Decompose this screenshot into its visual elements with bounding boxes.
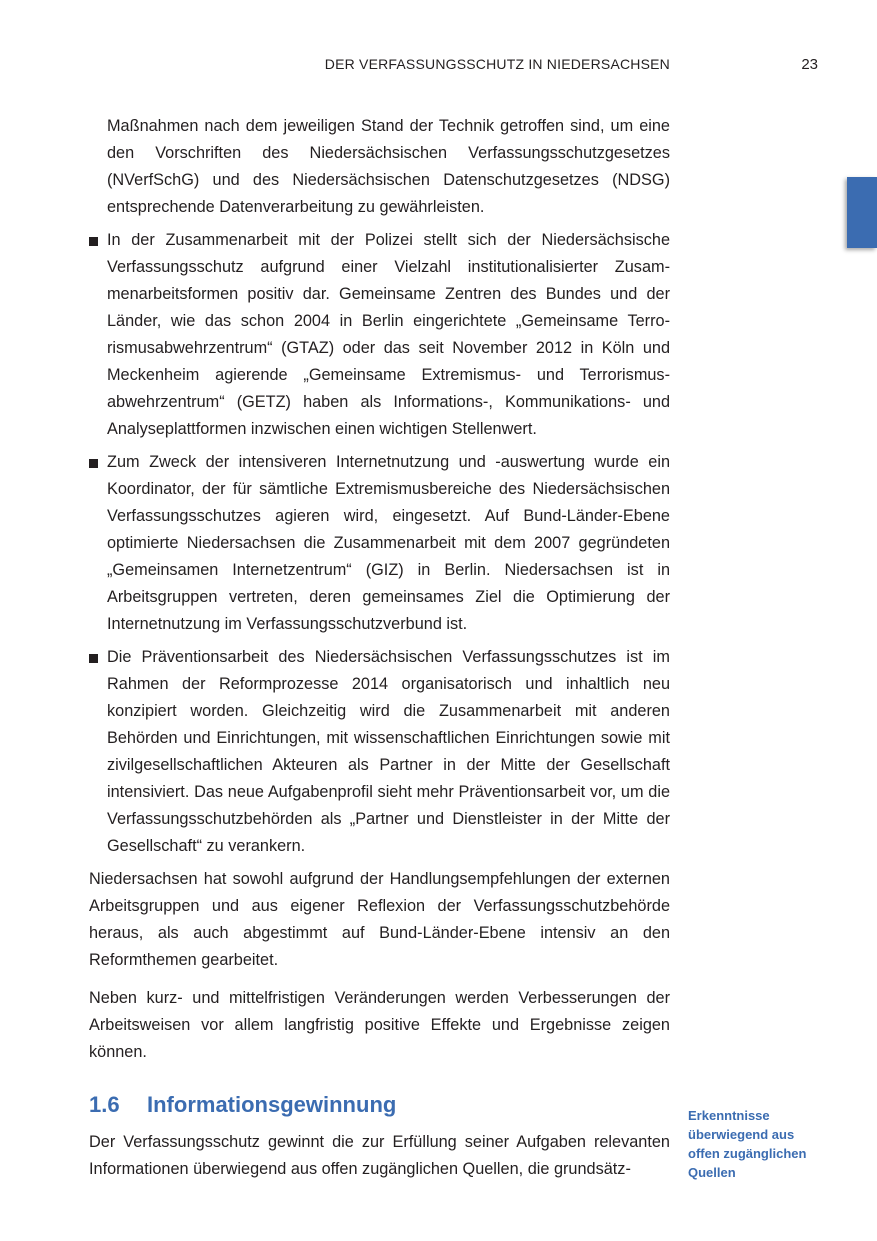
section-title: Informationsgewinnung	[147, 1092, 397, 1117]
margin-note-line: offen zugänglichen	[688, 1146, 807, 1161]
list-item-text: Die Präventionsarbeit des Niedersächsischen Verfassungsschutzes ist im Rahmen der Reformprozesse 2014 organisatorisch und inhaltlich neu konzipiert worden. Gleichzeitig wird die Zusammenarbeit mit anderen Behörden und Einrichtungen, mit wissenschaftlichen Einrichtungen sowie mit zivilgesellschaftlichen Akteuren als Partner in der Mitte der Gesellschaft intensiviert. Das neue Aufgabenprofil sieht mehr Präventionsarbeit vor, um die Verfassungsschutzbehörden als „Partner und Dienstleister in der Mitte der Gesellschaft“ zu verankern.	[107, 648, 670, 855]
chapter-tab-marker	[847, 177, 877, 248]
margin-note-line: überwiegend aus	[688, 1127, 795, 1142]
body-paragraph: Niedersachsen hat sowohl aufgrund der Handlungsempfehlungen der externen Arbeitsgruppen und aus eigener Reflexion der Verfassungsschutzbehörde heraus, als auch abgestimmt auf Bund-Länder-Ebene intensiv an den Reformthemen gearbeitet.	[89, 870, 670, 969]
list-item	[89, 449, 670, 638]
margin-note	[688, 1106, 838, 1182]
continued-list-item: Maßnahmen nach dem jeweiligen Stand der Technik getroffen sind, um eine den Vorschriften des Niedersächsischen Verfassungsschutzgesetzes (NVerfSchG) und des Niedersächsischen Datenschutzgesetzes (NDSG) entsprechende Datenverarbeitung zu gewährleisten.	[107, 117, 670, 216]
running-header-title: DER VERFASSUNGSSCHUTZ IN NIEDERSACHSEN	[324, 56, 670, 72]
list-item-text: Zum Zweck der intensiveren Internetnutzung und -auswertung wurde ein Koordinator, der für sämtliche Extremismusbereiche des Niedersächsischen Verfassungsschutzes agieren wird, eingesetzt. Auf Bund-Länder-Ebene optimierte Niedersachsen die Zusammenarbeit mit dem 2007 gegründeten „Gemeinsamen Internetzentrum“ (GIZ) in Berlin. Niedersachsen ist in Arbeitsgruppen vertreten, deren gemeinsames Ziel die Optimierung der Internetnutzung im Verfassungsschutzverbund ist.	[107, 453, 670, 633]
section-heading	[89, 1090, 670, 1120]
square-bullet-icon	[89, 654, 98, 663]
margin-note-line: Erkenntnisse	[688, 1108, 770, 1123]
body-paragraph: Neben kurz- und mittelfristigen Veränderungen werden Verbesserungen der Arbeitsweisen vor allem langfristig positive Effekte und Ergebnisse zeigen können.	[89, 989, 670, 1061]
square-bullet-icon	[89, 459, 98, 468]
list-item	[89, 227, 670, 443]
main-text	[89, 113, 670, 1194]
list-item	[89, 644, 670, 860]
page-number: 23	[801, 56, 818, 73]
margin-note-line: Quellen	[688, 1165, 736, 1180]
section-number: 1.6	[89, 1092, 120, 1117]
square-bullet-icon	[89, 237, 98, 246]
list-item-text: In der Zusammenarbeit mit der Polizei stellt sich der Niedersächsische Verfassungsschutz aufgrund einer Vielzahl institutionalisierter Zusammenarbeitsformen positiv dar. Gemeinsame Zentren des Bundes und der Länder, wie das schon 2004 in Berlin eingerichtete „Gemeinsame Terrorismusabwehrzentrum“ (GTAZ) oder das seit November 2012 in Köln und Meckenheim agierende „Gemeinsame Extremismus- und Terrorismusabwehrzentrum“ (GETZ) haben als Informations-, Kommunikations- und Analyseplattformen inzwischen einen wichtigen Stellenwert.	[107, 231, 670, 438]
section-paragraph: Der Verfassungsschutz gewinnt die zur Erfüllung seiner Aufgaben relevanten Informationen überwiegend aus offen zugänglichen Quellen, die grundsätz-	[89, 1133, 670, 1178]
